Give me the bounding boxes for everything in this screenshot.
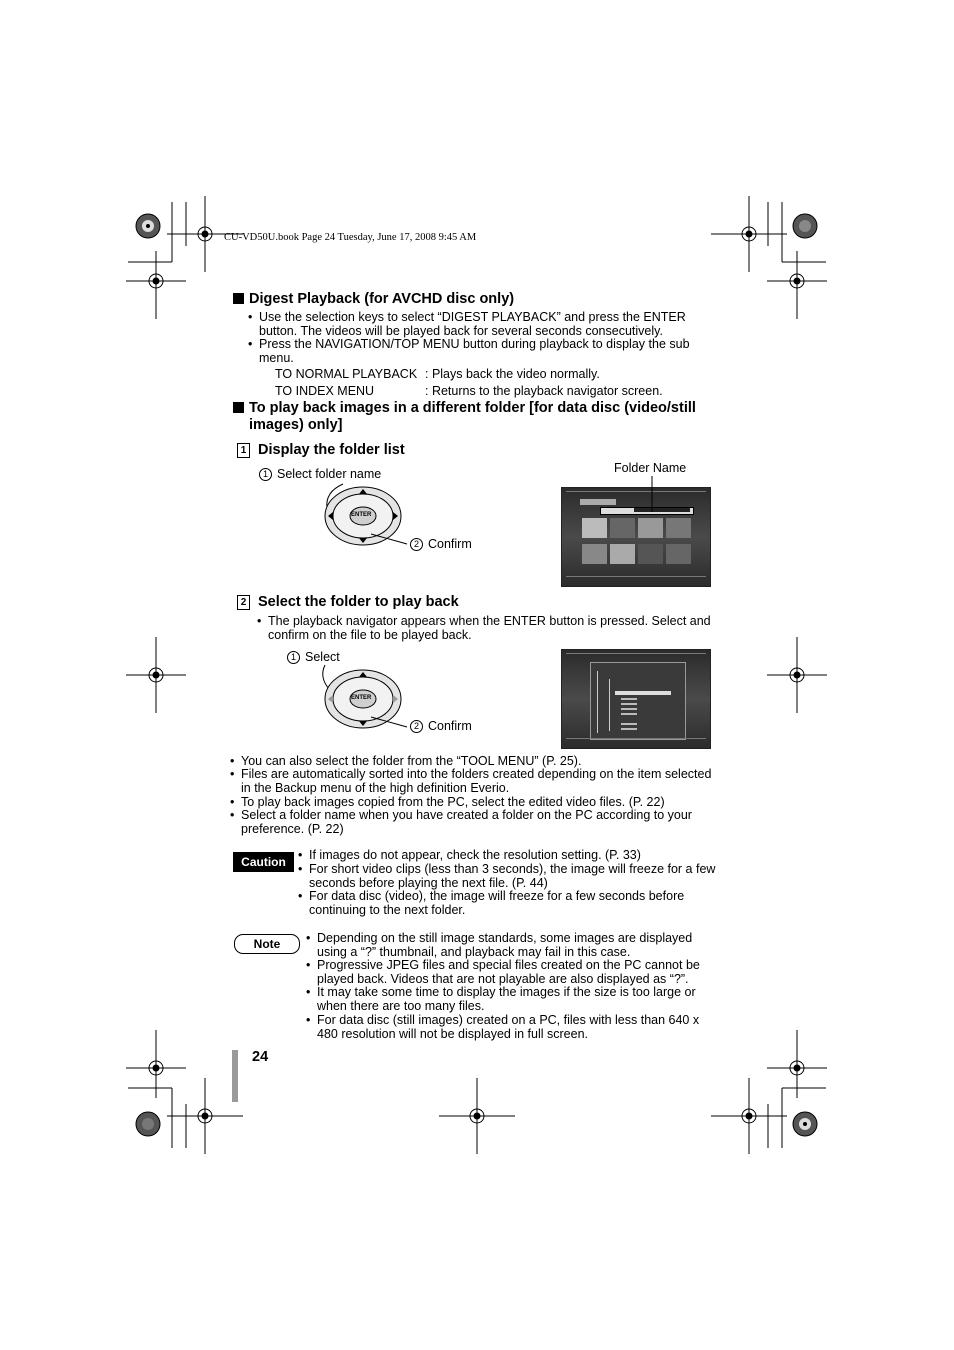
list-item: • You can also select the folder from the “TOOL MENU” (P. 25). <box>230 754 582 768</box>
step1-sub1: 1 Select folder name <box>259 467 381 481</box>
option-name: TO INDEX MENU <box>275 384 375 398</box>
caution-badge: Caution <box>233 852 294 872</box>
step-number: 1 <box>237 443 250 458</box>
step2-title: Select the folder to play back <box>258 594 459 610</box>
bullet-icon: • <box>298 862 303 876</box>
list-item: • To play back images copied from the PC, select the edited video files. (P. 22) <box>230 795 665 809</box>
step2-heading <box>237 594 459 611</box>
option-desc: : Returns to the playback navigator screen. <box>425 384 663 398</box>
list-item: • Press the NAVIGATION/TOP MENU button during playback to display the sub menu. <box>248 337 690 365</box>
list-item: • Files are automatically sorted into the folders created depending on the item selected in the Backup menu of the high definition Everio. <box>230 767 712 795</box>
page-number: 24 <box>252 1049 269 1065</box>
square-bullet-icon <box>233 402 244 413</box>
bullet-icon: • <box>230 754 235 768</box>
list-item: • It may take some time to display the images if the size is too large or when there are too many files. <box>306 985 696 1013</box>
list-item: • For data disc (still images) created on a PC, files with less than 640 x 480 resolution will not be displayed in full screen. <box>306 1013 700 1041</box>
step2-sub2: 2 Confirm <box>410 719 472 733</box>
step1-title: Display the folder list <box>258 442 405 458</box>
page-tab-bar <box>232 1050 238 1102</box>
note-badge: Note <box>234 934 300 954</box>
dpad-diagram-2 <box>315 661 415 741</box>
enter-button-label: ENTER <box>351 695 372 701</box>
list-item: • The playback navigator appears when the ENTER button is pressed. Select and confirm on the file to be played back. <box>257 614 711 642</box>
section-folder-heading <box>233 400 733 434</box>
bullet-icon: • <box>298 848 303 862</box>
option-name: TO NORMAL PLAYBACK <box>275 367 418 381</box>
step2-sub1: 1 Select <box>287 650 340 664</box>
list-item: • For short video clips (less than 3 seconds), the image will freeze for a few seconds before playing the next file. (P. 44) <box>298 862 716 890</box>
folder-name-callout: Folder Name <box>614 461 687 475</box>
bullet-icon: • <box>230 767 235 781</box>
bullet-icon: • <box>257 614 262 628</box>
bullet-icon: • <box>306 1013 311 1027</box>
option-desc: : Plays back the video normally. <box>425 367 600 381</box>
bullet-icon: • <box>298 889 303 903</box>
step1-heading <box>237 442 405 459</box>
step-number: 2 <box>237 595 250 610</box>
square-bullet-icon <box>233 293 244 304</box>
callout-line <box>640 476 660 516</box>
list-item: • For data disc (video), the image will freeze for a few seconds before continuing to the next folder. <box>298 889 685 917</box>
folder-tree <box>590 662 686 740</box>
book-header: CU-VD50U.book Page 24 Tuesday, June 17, 2008 9:45 AM <box>224 232 477 243</box>
enter-button-label: ENTER <box>351 512 372 518</box>
bullet-icon: • <box>248 337 253 351</box>
navigator-screen-thumbnails <box>561 487 711 587</box>
list-item: • If images do not appear, check the resolution setting. (P. 33) <box>298 848 641 862</box>
section-folder-title-line2: images) only] <box>249 417 343 433</box>
section-folder-title-line1: To play back images in a different folder [for data disc (video/still <box>249 400 696 416</box>
bullet-icon: • <box>248 310 253 324</box>
navigator-screen-folders <box>561 649 711 749</box>
bullet-icon: • <box>306 958 311 972</box>
thumbnail-grid <box>582 518 694 566</box>
list-item: • Progressive JPEG files and special files created on the PC cannot be played back. Videos that are not playable are also displayed as “?”. <box>306 958 700 986</box>
bullet-icon: • <box>306 985 311 999</box>
bullet-icon: • <box>230 808 235 822</box>
list-item: • Depending on the still image standards, some images are displayed using a “?” thumbnail, and playback may fail in this case. <box>306 931 693 959</box>
bullet-icon: • <box>230 795 235 809</box>
bullet-icon: • <box>306 931 311 945</box>
dpad-diagram-1 <box>315 478 415 558</box>
step1-sub2: 2 Confirm <box>410 537 472 551</box>
list-item: • Select a folder name when you have created a folder on the PC according to your preference. (P. 22) <box>230 808 692 836</box>
section-digest-title: Digest Playback (for AVCHD disc only) <box>249 291 515 307</box>
list-item: • Use the selection keys to select “DIGEST PLAYBACK” and press the ENTER button. The videos will be played back for several seconds consecutively. <box>248 310 686 338</box>
section-digest-heading <box>233 291 514 308</box>
